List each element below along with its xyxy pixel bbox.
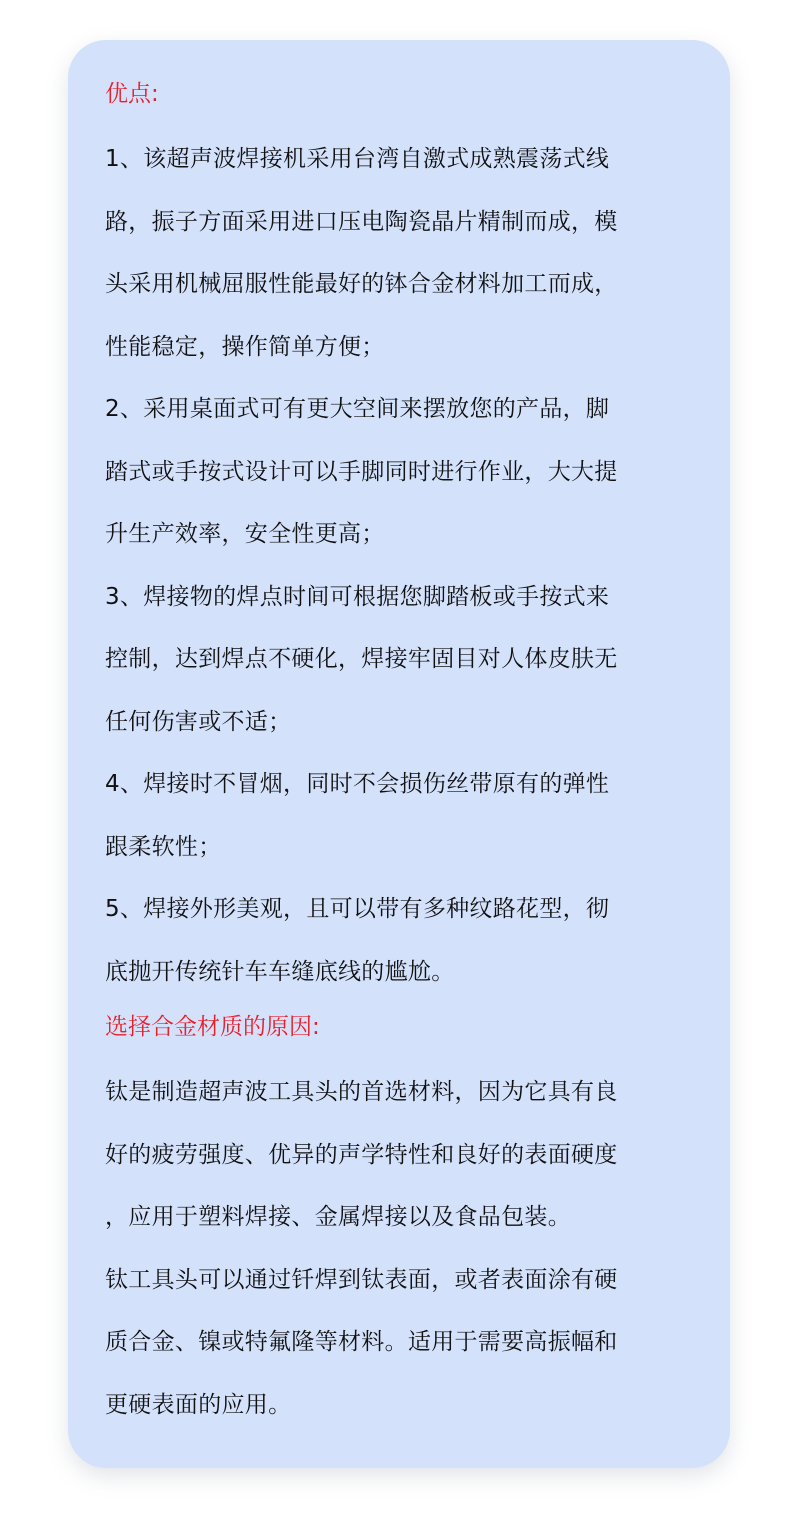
material-paragraph-1: 钛是制造超声波工具头的首选材料，因为它具有良 好的疲劳强度、优异的声学特性和良好的表面硬度 ，应用于塑料焊接、金属焊接以及食品包装。 [105,1079,618,1230]
advantage-item-1: 1、该超声波焊接机采用台湾自激式成熟震荡式线 路，振子方面采用进口压电陶瓷晶片精制而成，模 头采用机械屈服性能最好的钵合金材料加工而成， 性能稳定，操作简单方便； [105,146,618,360]
advantage-item-5: 5、焊接外形美观，且可以带有多种纹路花型，彻 底抛开传统针车车缝底线的尴尬。 [105,896,610,985]
material-paragraph-2: 钛工具头可以通过钎焊到钛表面，或者表面涂有硬 质合金、镍或特氟隆等材料。适用于需要高振幅和 更硬表面的应用。 [105,1266,618,1418]
content-card [68,40,730,1468]
advantage-item-3: 3、焊接物的焊点时间可根据您脚踏板或手按式来 控制，达到焊点不硬化，焊接牢固目对人体皮肤无 任何伤害或不适； [105,583,618,735]
advantages-heading: 优点: [105,81,159,107]
material-reason-heading: 选择合金材质的原因: [105,1014,320,1040]
advantage-item-4: 4、焊接时不冒烟，同时不会损伤丝带原有的弹性 跟柔软性； [105,771,610,860]
advantage-item-2: 2、采用桌面式可有更大空间来摆放您的产品，脚 踏式或手按式设计可以手脚同时进行作业，大大提 升生产效率，安全性更高； [105,396,618,547]
